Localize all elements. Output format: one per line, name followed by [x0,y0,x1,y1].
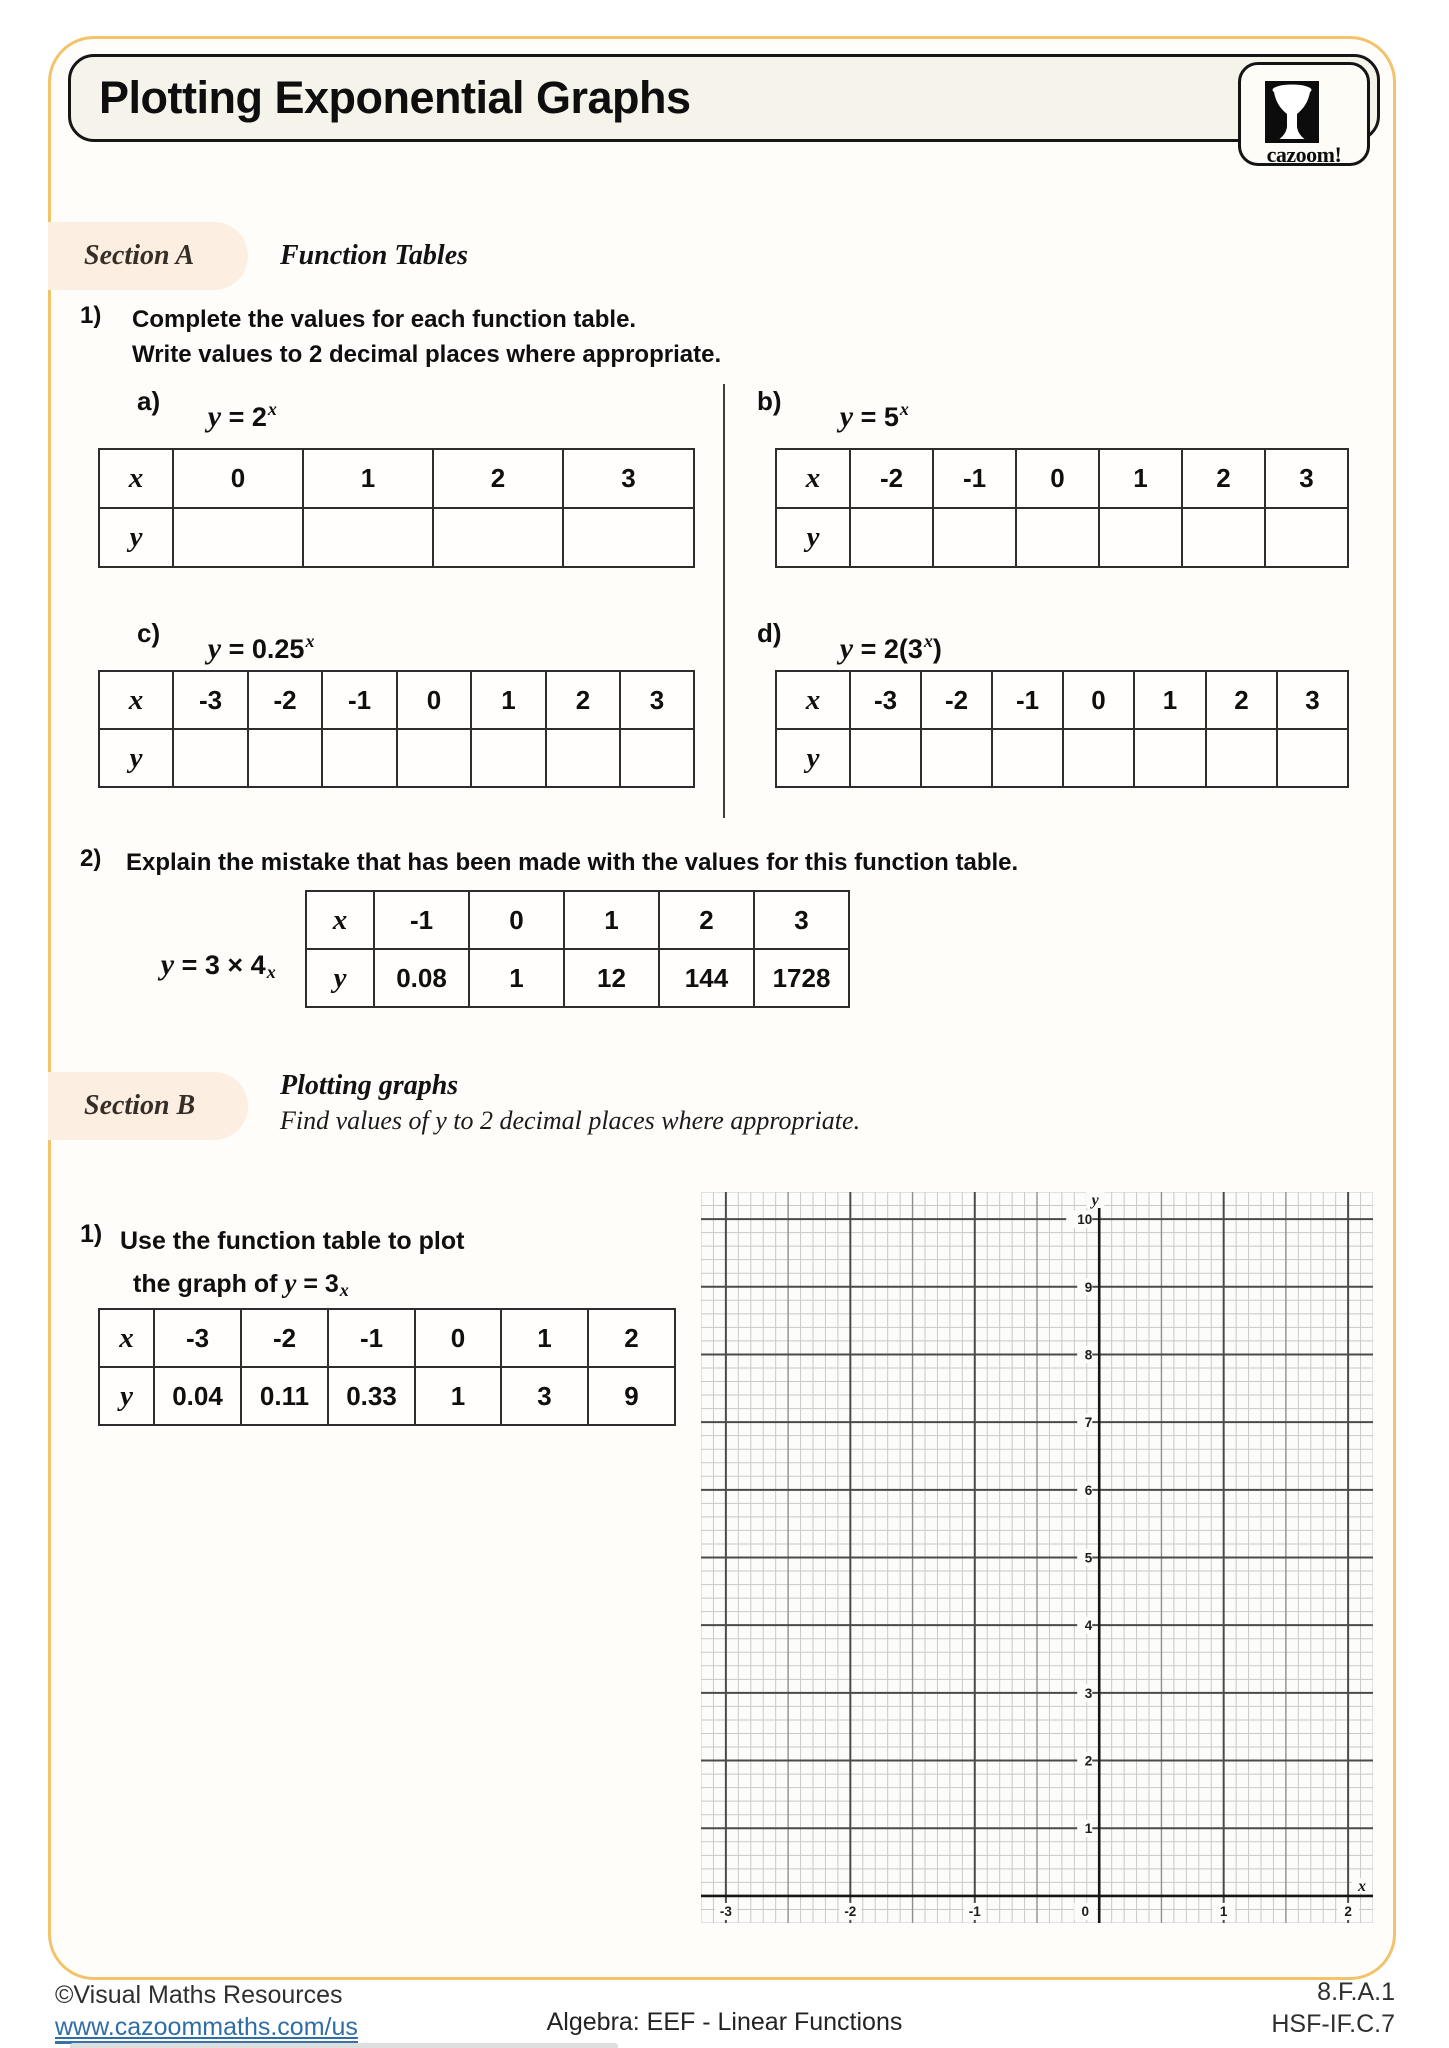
row-header-x: x [776,449,850,508]
q2-text: Explain the mistake that has been made with the values for this function table. [126,849,1019,876]
section-b-label: Section B [84,1090,196,1121]
table-value-cell: -3 [173,671,248,729]
section-b-heading: Plotting graphs [280,1070,459,1101]
title-bar [68,54,1380,142]
table-value-cell: 3 [563,449,694,508]
eq-d-exponent: x [923,631,933,651]
row-header-y: y [99,508,173,567]
function-table [775,448,1349,568]
table-value-cell: 0 [173,449,303,508]
footer-copyright: ©Visual Maths Resources [55,1981,343,2009]
tick-label: 2 [1084,1753,1093,1769]
tick-label: 3 [1084,1685,1093,1701]
answer-cell-empty [1134,729,1206,787]
function-table [775,670,1349,788]
tick-label: 4 [1084,1618,1093,1634]
tick-label: 10 [1077,1212,1093,1228]
table-value-cell: 0 [1016,449,1099,508]
function-table-d [775,670,1349,788]
part-c-label: c) [137,618,161,648]
answer-cell-empty [433,508,563,567]
answer-cell-empty [1206,729,1277,787]
tick-label: 0 [1081,1903,1089,1919]
table-row-y [99,1367,675,1425]
table-value-cell: 144 [659,949,754,1007]
answer-cell-empty [1016,508,1099,567]
table-value-cell: 1728 [754,949,849,1007]
answer-cell-empty [933,508,1016,567]
eq-a-exponent: x [267,399,277,419]
tick-label: 6 [1084,1482,1093,1498]
section-b-subheading: Find values of y to 2 decimal places where appropriate. [280,1106,861,1135]
table-value-cell: 1 [1134,671,1206,729]
answer-cell-empty [322,729,397,787]
function-table [98,1308,676,1426]
table-value-cell: 0 [397,671,471,729]
row-header-y: y [306,949,374,1007]
table-value-cell: 3 [620,671,694,729]
section-a-pill [48,222,248,290]
b1-line2-prefix: the graph of [133,1270,285,1298]
table-value-cell: 1 [1099,449,1182,508]
table-value-cell: 3 [754,891,849,949]
answer-cell-empty [992,729,1063,787]
table-value-cell: 0 [1063,671,1134,729]
table-value-cell: -2 [921,671,992,729]
footer-topic: Algebra: EEF - Linear Functions [546,2008,903,2036]
footer-standard-2: HSF-IF.C.7 [1271,2010,1395,2038]
table-value-cell: 9 [588,1367,675,1425]
table-value-cell: -1 [374,891,469,949]
eq-c-var: y [207,632,222,665]
table-value-cell: -2 [248,671,322,729]
table-row-y [776,508,1348,567]
eq-a-var: y [207,400,222,433]
table-value-cell: 0.08 [374,949,469,1007]
q1-line2: Write values to 2 decimal places where appropriate. [132,341,722,368]
eq-b1-var: y [284,1268,297,1298]
answer-cell-empty [546,729,620,787]
answer-cell-empty [1277,729,1348,787]
function-table-b [775,448,1349,568]
row-header-y: y [776,729,850,787]
b1-text [120,1220,464,1311]
row-header-y: y [99,729,173,787]
eq-b-mid: = 5 [853,402,899,432]
table-value-cell: 2 [433,449,563,508]
tick-label: 1 [1084,1821,1093,1837]
answer-cell-empty [620,729,694,787]
table-value-cell: -1 [322,671,397,729]
table-value-cell: -1 [992,671,1063,729]
plot-function-table [98,1308,676,1426]
tick-label: y [1091,1192,1099,1209]
table-value-cell: 3 [1265,449,1348,508]
answer-cell-empty [850,508,933,567]
eq-b1-sub: x [339,1280,349,1300]
tick-label: -3 [719,1903,732,1919]
table-row-x [776,449,1348,508]
section-a-label: Section A [84,240,195,271]
table-value-cell: -3 [154,1309,241,1367]
row-header-x: x [306,891,374,949]
equation-q2 [143,930,276,1001]
eq-b-var: y [839,400,854,433]
part-a-label: a) [137,386,161,416]
page-title: Plotting Exponential Graphs [99,72,691,123]
b1-line2 [133,1270,349,1298]
answer-cell-empty [850,729,921,787]
equation-a [190,381,277,452]
b1-line1: Use the function table to plot [120,1227,465,1255]
q1-number: 1) [80,302,102,329]
row-header-x: x [99,449,173,508]
next-page-edge [70,2043,618,2048]
table-value-cell: 2 [546,671,620,729]
answer-cell-empty [921,729,992,787]
table-value-cell: 1 [415,1367,501,1425]
tick-label: -2 [844,1903,857,1919]
answer-cell-empty [1063,729,1134,787]
table-row-y [99,508,694,567]
table-value-cell: -3 [850,671,921,729]
graph-grid [701,1192,1373,1923]
eq-q2-var: y [160,948,175,981]
footer-standard-1: 8.F.A.1 [1317,1978,1395,2006]
eq-b1-mid: = 3 [296,1270,339,1298]
eq-c-exponent: x [305,631,315,651]
table-value-cell: 1 [469,949,564,1007]
answer-cell-empty [563,508,694,567]
table-value-cell: 0 [415,1309,501,1367]
function-table [98,448,695,568]
table-value-cell: -1 [328,1309,415,1367]
q1-text [132,302,721,372]
tick-label: 7 [1084,1415,1093,1431]
answer-cell-empty [1099,508,1182,567]
eq-a-mid: = 2 [221,402,267,432]
answer-cell-empty [1265,508,1348,567]
cazoom-logo [1238,62,1370,166]
eq-d-suffix: ) [932,634,942,664]
answer-cell-empty [397,729,471,787]
tick-label: 1 [1219,1903,1228,1919]
part-d-label: d) [757,618,782,648]
table-value-cell: -2 [241,1309,328,1367]
tick-label: 2 [1344,1903,1352,1919]
table-row-x [776,671,1348,729]
table-value-cell: 1 [501,1309,588,1367]
table-row-x [99,1309,675,1367]
drum-icon [1265,81,1319,143]
b1-number: 1) [80,1220,103,1248]
eq-c-mid: = 0.25 [221,634,305,664]
table-value-cell: -1 [933,449,1016,508]
answer-cell-empty [471,729,546,787]
row-header-x: x [99,671,173,729]
tick-label: 5 [1084,1550,1093,1566]
table-value-cell: 2 [1206,671,1277,729]
tick-label: x [1358,1877,1366,1895]
answer-cell-empty [173,729,248,787]
section-a-heading: Function Tables [280,240,469,271]
row-header-y: y [776,508,850,567]
eq-q2-sub: x [266,962,276,982]
section-b-pill [48,1072,248,1140]
function-table-c [98,670,695,788]
answer-cell-empty [248,729,322,787]
table-value-cell: 2 [659,891,754,949]
mistake-table [305,890,850,1008]
table-value-cell: 3 [1277,671,1348,729]
row-header-x: x [99,1309,154,1367]
function-table [305,890,850,1008]
tick-label: -1 [968,1903,981,1919]
q1-line1: Complete the values for each function table. [132,306,637,333]
table-value-cell: 1 [471,671,546,729]
table-value-cell: 2 [1182,449,1265,508]
q2-number: 2) [80,845,102,872]
part-b-label: b) [757,386,782,416]
table-value-cell: 1 [564,891,659,949]
table-value-cell: 3 [501,1367,588,1425]
equation-b [822,381,909,452]
table-value-cell: 0 [469,891,564,949]
function-table-a [98,448,695,568]
footer-website-link[interactable]: www.cazoommaths.com/us [55,2013,358,2044]
answer-cell-empty [303,508,433,567]
table-value-cell: 2 [588,1309,675,1367]
column-divider [723,384,725,818]
table-row-x [99,449,694,508]
table-value-cell: 1 [303,449,433,508]
table-value-cell: 12 [564,949,659,1007]
eq-b-exponent: x [899,399,909,419]
table-value-cell: 0.04 [154,1367,241,1425]
row-header-x: x [776,671,850,729]
eq-d-mid: = 2(3 [853,634,923,664]
tick-label: 9 [1084,1279,1093,1295]
table-row-y [99,729,694,787]
table-value-cell: 0.33 [328,1367,415,1425]
eq-d-var: y [839,632,854,665]
answer-cell-empty [1182,508,1265,567]
function-table [98,670,695,788]
table-value-cell: -2 [850,449,933,508]
table-row-x [306,891,849,949]
row-header-y: y [99,1367,154,1425]
table-row-y [306,949,849,1007]
eq-q2-mid: = 3 × 4 [174,950,266,980]
table-row-x [99,671,694,729]
tick-label: 8 [1084,1347,1093,1363]
table-value-cell: 0.11 [241,1367,328,1425]
table-row-y [776,729,1348,787]
logo-text: cazoom! [1266,142,1342,167]
answer-cell-empty [173,508,303,567]
